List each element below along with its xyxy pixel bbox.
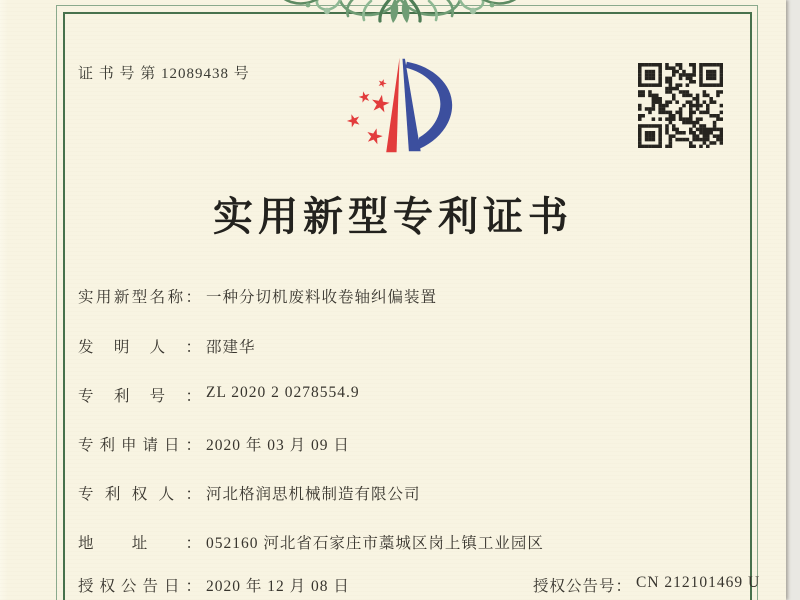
grant-number-value: CN 212101469 U: [636, 574, 761, 591]
field-row-patent-number: [78, 384, 360, 406]
field-row-filing-date: [78, 433, 350, 455]
field-value: 2020 年 03 月 09 日: [206, 437, 350, 454]
grant-number-pair: [533, 574, 760, 596]
field-label: 实用新型名称：: [78, 289, 202, 306]
field-label: 发明人：: [78, 339, 202, 356]
field-value: 邵建华: [206, 339, 256, 356]
field-label: 地址：: [78, 535, 202, 552]
field-label: 专利申请日：: [78, 437, 202, 454]
certificate-title: 实用新型专利证书: [213, 194, 573, 239]
grant-number-label: 授权公告号：: [533, 578, 633, 595]
grant-date-value: 2020 年 12 月 08 日: [206, 578, 350, 595]
field-value: 052160 河北省石家庄市藁城区岗上镇工业园区: [206, 535, 544, 552]
field-label: 专利号：: [78, 388, 202, 405]
field-row-patentee: [78, 482, 421, 504]
field-row-grant: [78, 574, 761, 596]
field-value: 河北格润思机械制造有限公司: [206, 486, 421, 503]
field-row-inventor: [78, 335, 256, 357]
floral-ornament-icon: [277, 0, 523, 29]
field-value: 一种分切机废料收卷轴纠偏装置: [206, 289, 438, 306]
field-value: ZL 2020 2 0278554.9: [206, 384, 360, 401]
field-row-address: [78, 531, 544, 553]
field-label: 专利权人：: [78, 486, 202, 503]
grant-date-label: 授权公告日：: [78, 578, 202, 595]
qr-code: [638, 63, 723, 148]
field-row-invention-name: [78, 285, 437, 307]
cnipa-patent-logo-icon: [331, 42, 469, 168]
certificate-number: 证 书 号 第 12089438 号: [78, 66, 250, 82]
